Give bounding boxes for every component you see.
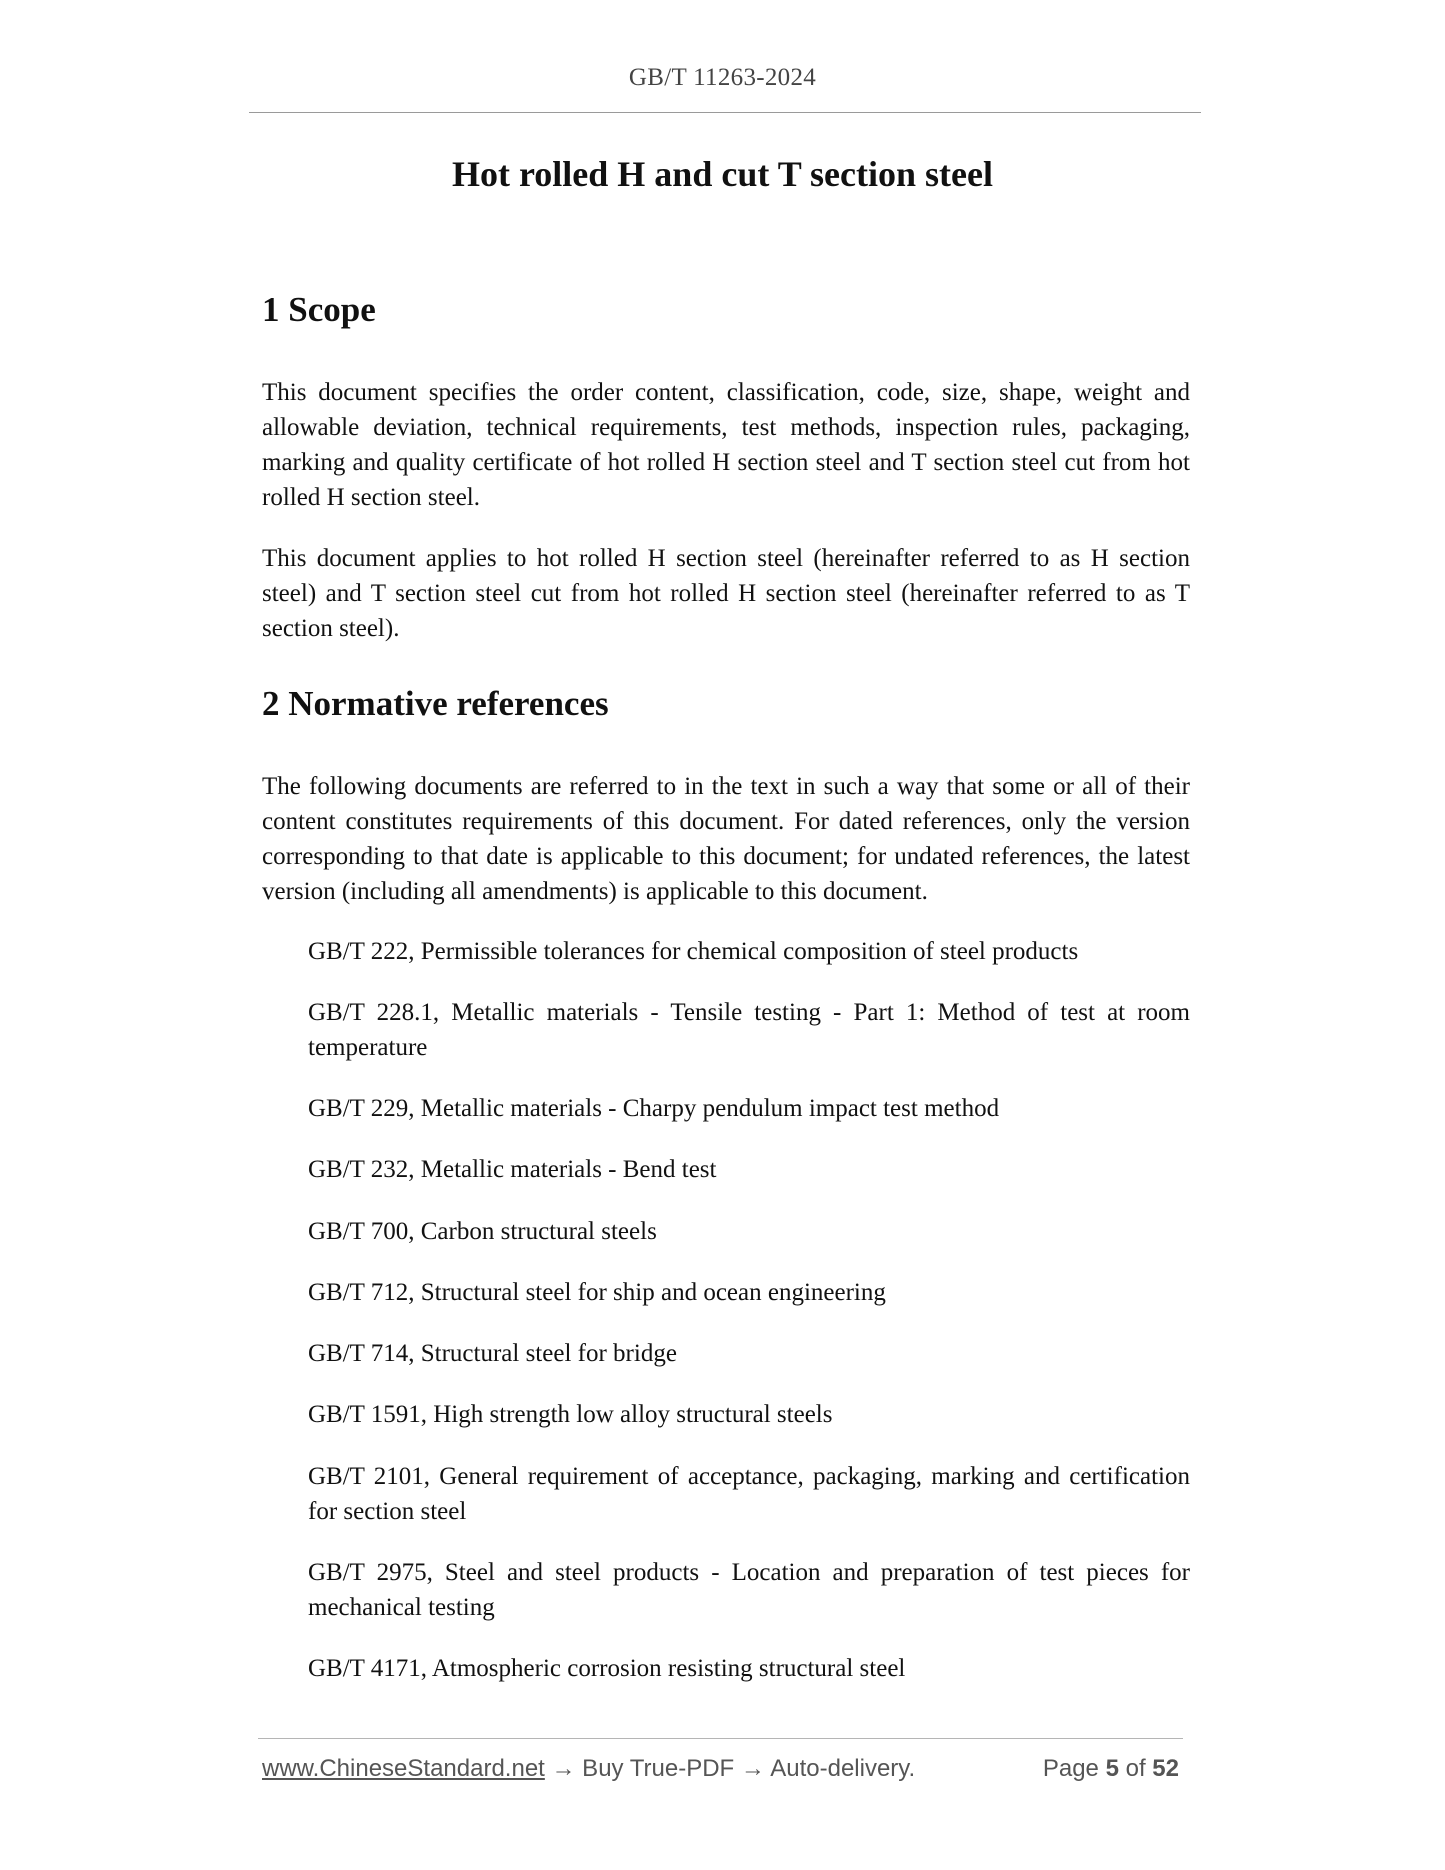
section-heading-scope: 1 Scope [262, 290, 376, 329]
reference-item: GB/T 228.1, Metallic materials - Tensile testing - Part 1: Method of test at room temperature [308, 999, 1190, 1061]
reference-item: GB/T 2101, General requirement of acceptance, packaging, marking and certification for section steel [308, 1463, 1190, 1525]
current-page-number: 5 [1105, 1755, 1119, 1782]
page-number-indicator [1043, 1755, 1179, 1783]
normative-references-intro: The following documents are referred to in the text in such a way that some or all of their content constitutes requirements of this document. For dated references, only the version corresponding to that date is applicable to this document; for undated references, the latest version (including all amendments) is applicable to this document. [262, 773, 1190, 905]
of-label: of [1125, 1755, 1146, 1782]
reference-item: GB/T 1591, High strength low alloy structural steels [308, 1401, 833, 1428]
section-heading-normative-references: 2 Normative references [262, 684, 609, 723]
reference-item: GB/T 2975, Steel and steel products - Location and preparation of test pieces for mechanical testing [308, 1559, 1190, 1621]
total-pages-number: 52 [1152, 1755, 1179, 1782]
page-label: Page [1042, 1755, 1099, 1782]
reference-item: GB/T 222, Permissible tolerances for chemical composition of steel products [308, 938, 1079, 965]
reference-item: GB/T 700, Carbon structural steels [308, 1218, 657, 1245]
page-footer [262, 1755, 1182, 1783]
reference-item: GB/T 714, Structural steel for bridge [308, 1340, 677, 1367]
scope-paragraph-1: This document specifies the order content, classification, code, size, shape, weight and allowable deviation, technical requirements, test methods, inspection rules, packaging, marking and quality certificate of hot rolled H section steel and T section steel cut from hot rolled H section steel. [262, 379, 1190, 511]
header-divider [249, 112, 1201, 113]
site-link[interactable]: www.ChineseStandard.net [262, 1755, 545, 1782]
reference-item: GB/T 4171, Atmospheric corrosion resisting structural steel [308, 1655, 906, 1682]
footer-divider [258, 1738, 1183, 1739]
reference-item: GB/T 712, Structural steel for ship and ocean engineering [308, 1279, 886, 1306]
scope-paragraph-2: This document applies to hot rolled H section steel (hereinafter referred to as H section steel) and T section steel cut from hot rolled H section steel (hereinafter referred to as T section steel). [262, 545, 1190, 642]
document-title: Hot rolled H and cut T section steel [451, 154, 993, 194]
footer-promo-text: → Buy True-PDF → Auto-delivery. [544, 1755, 916, 1782]
reference-item: GB/T 229, Metallic materials - Charpy pendulum impact test method [308, 1095, 1000, 1122]
page-header-code: GB/T 11263-2024 [628, 64, 817, 91]
reference-item: GB/T 232, Metallic materials - Bend test [308, 1156, 717, 1183]
